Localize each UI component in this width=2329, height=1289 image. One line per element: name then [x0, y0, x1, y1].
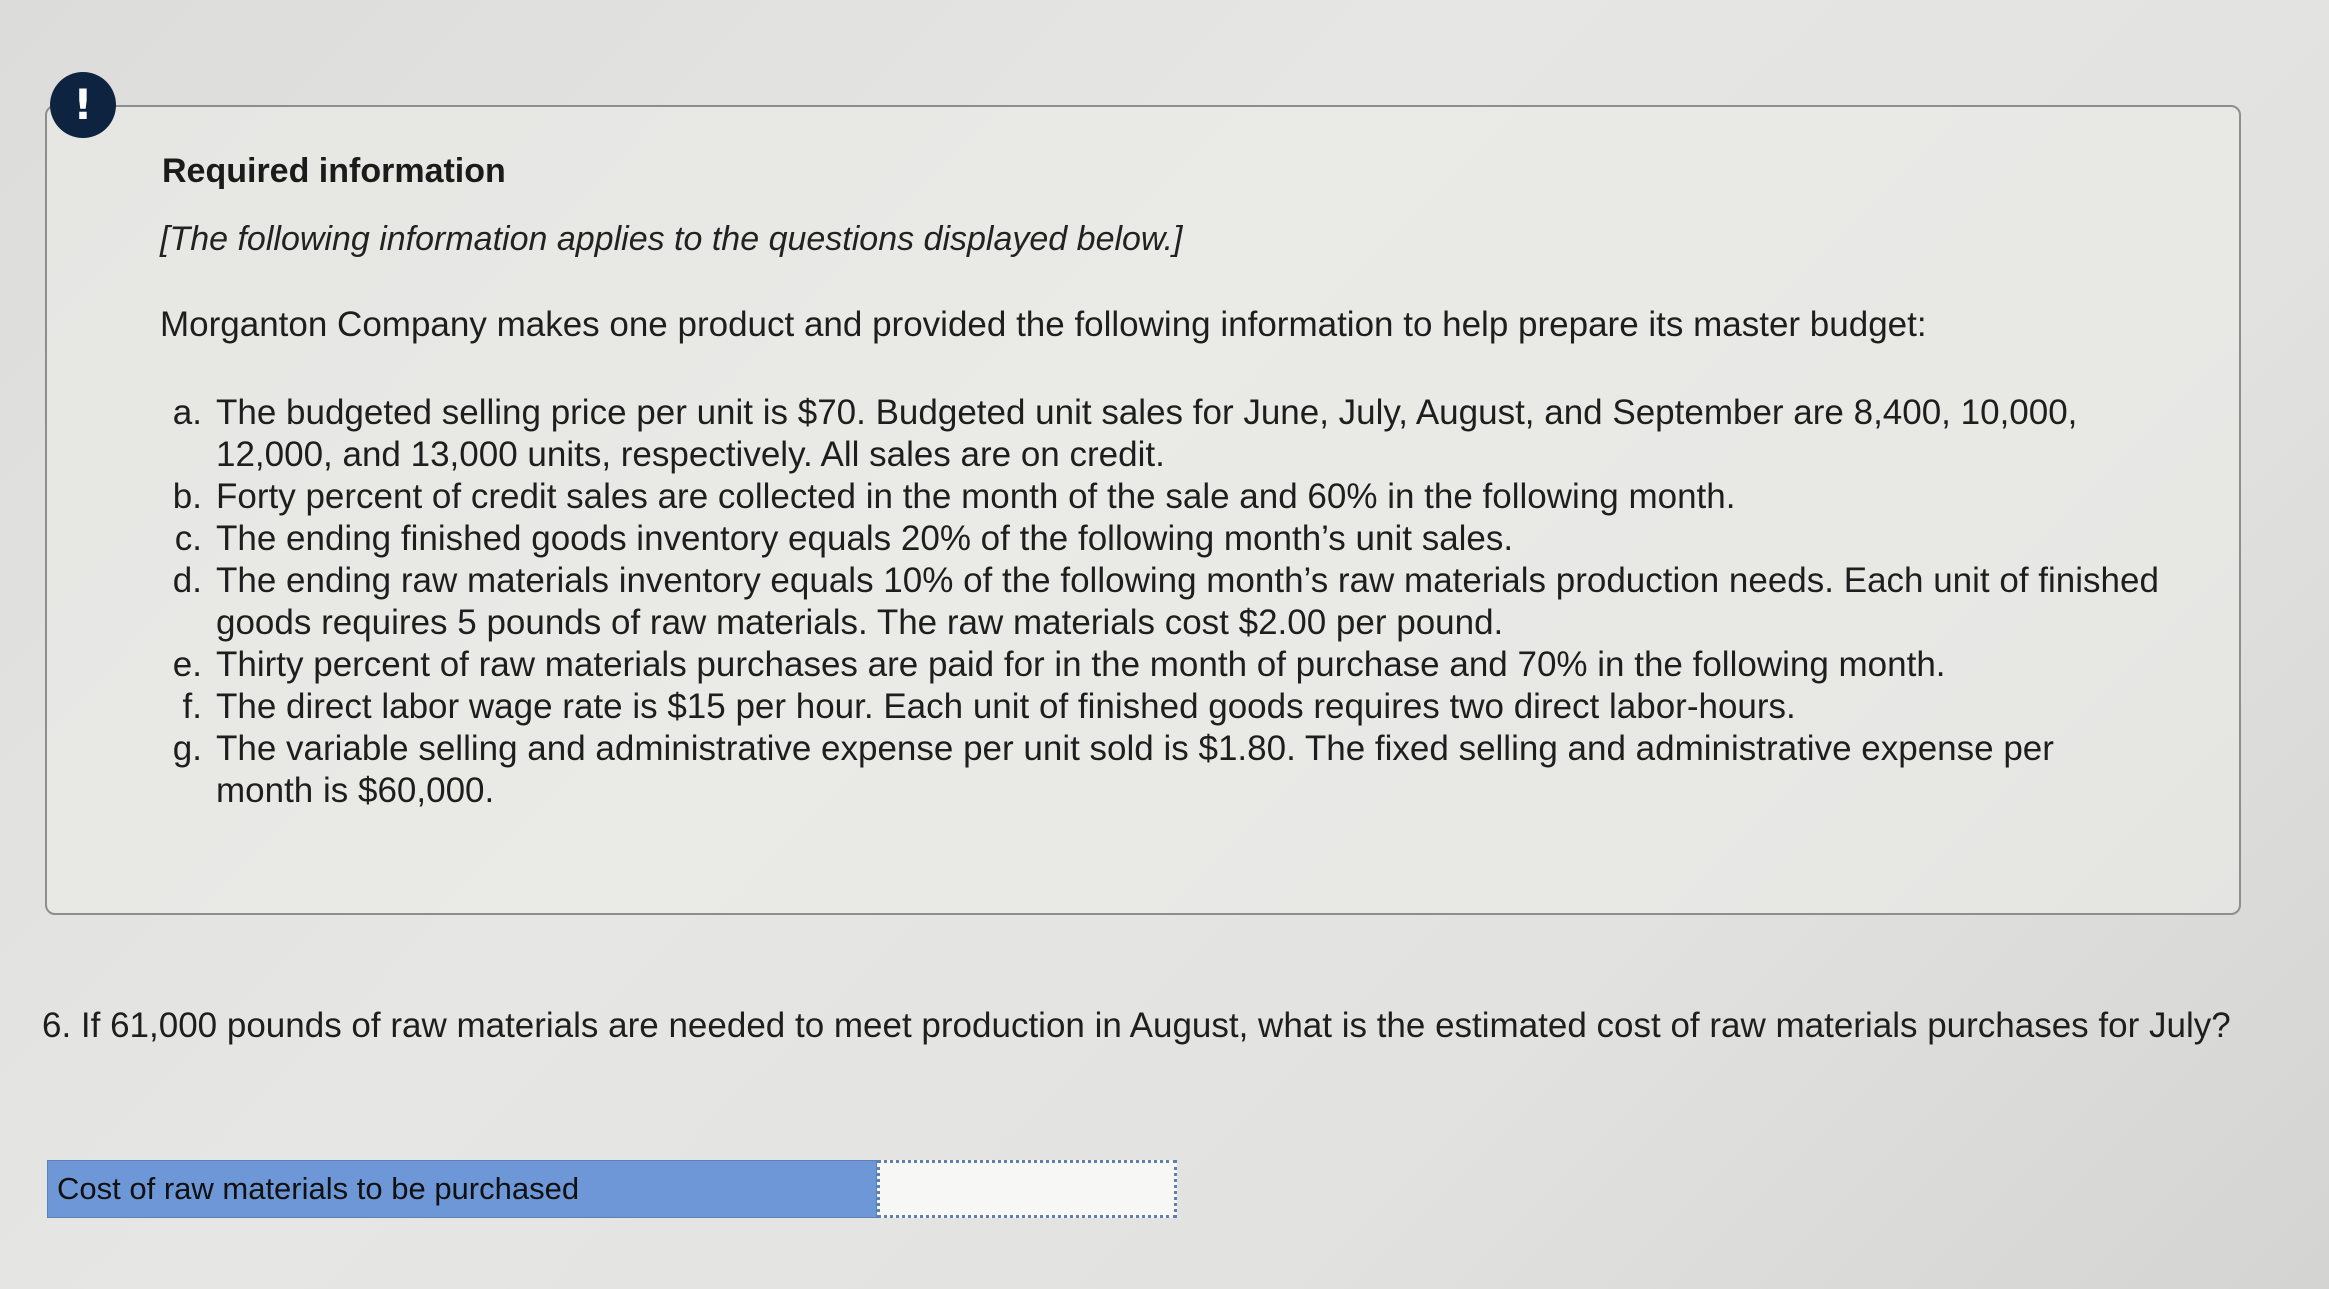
list-item — [150, 686, 2160, 728]
list-item-text: Thirty percent of raw materials purchases are paid for in the month of purchase and 70% in the following month. — [216, 645, 1946, 684]
list-item — [150, 518, 2160, 560]
list-item-text: Forty percent of credit sales are collected in the month of the sale and 60% in the following month. — [216, 477, 1736, 516]
list-item — [150, 392, 2160, 476]
requirements-list — [150, 392, 2160, 812]
list-item-letter: e. — [172, 645, 202, 684]
list-item-letter: g. — [172, 729, 202, 768]
cost-of-raw-materials-input[interactable] — [877, 1160, 1177, 1218]
list-item-letter: a. — [172, 393, 202, 432]
panel-subheading: [The following information applies to the questions displayed below.] — [160, 220, 1183, 258]
question-text: 6. If 61,000 pounds of raw materials are needed to meet production in August, what is the estimated cost of raw materials purchases for July? — [42, 1006, 2231, 1045]
list-item-text: The direct labor wage rate is $15 per hour. Each unit of finished goods requires two direct labor-hours. — [216, 687, 1796, 726]
answer-label: Cost of raw materials to be purchased — [47, 1160, 877, 1218]
exclamation-icon: ! — [50, 72, 116, 138]
list-item — [150, 476, 2160, 518]
list-item — [150, 644, 2160, 686]
list-item-letter: b. — [172, 477, 202, 516]
panel-intro: Morganton Company makes one product and provided the following information to help prepare its master budget: — [160, 305, 1927, 344]
list-item-letter: c. — [174, 519, 202, 558]
list-item-letter: d. — [172, 561, 202, 600]
list-item — [150, 560, 2160, 644]
list-item-text: The ending finished goods inventory equals 20% of the following month’s unit sales. — [216, 519, 1514, 558]
list-item-text: The budgeted selling price per unit is $70. Budgeted unit sales for June, July, August, and September are 8,400, 10,000, 12,000, and 13,000 units, respectively. All sales are on credit. — [216, 393, 2078, 474]
list-item-letter: f. — [182, 687, 202, 726]
list-item — [150, 728, 2160, 812]
list-item-text: The variable selling and administrative expense per unit sold is $1.80. The fixed selling and administrative expense per month is $60,000. — [216, 729, 2054, 810]
panel-heading: Required information — [162, 152, 506, 190]
answer-row — [47, 1160, 1177, 1218]
list-item-text: The ending raw materials inventory equals 10% of the following month’s raw materials production needs. Each unit of finished goods requires 5 pounds of raw materials. The raw materials cost $2.00 per pound. — [216, 561, 2159, 642]
